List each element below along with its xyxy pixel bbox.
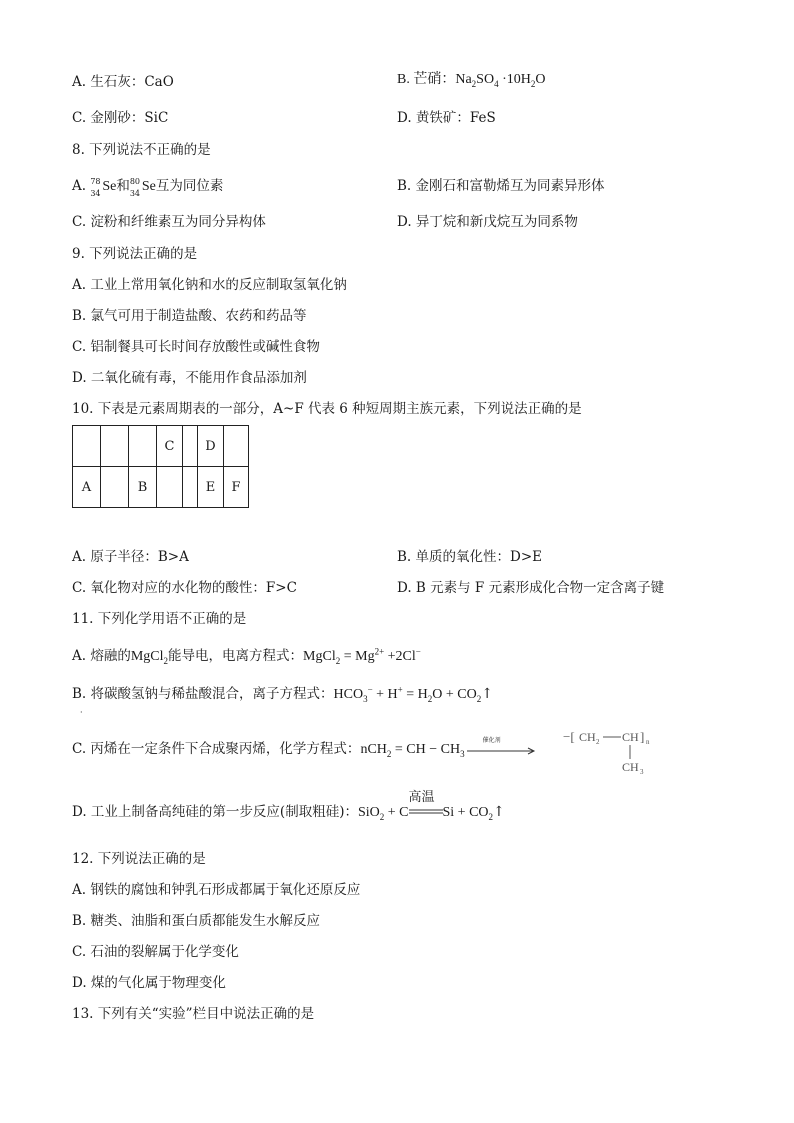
q11-option-b [72, 684, 493, 705]
table-cell [157, 467, 183, 508]
svg-text:]: ] [640, 729, 645, 744]
q7-option-c: C. 金刚砂：SiC [72, 110, 169, 126]
formula-part: ·10H [498, 72, 531, 87]
q10-stem: 10. 下表是元素周期表的一部分，A~F 代表 6 种短周期主族元素，下列说法正确的是 [72, 401, 582, 417]
q10-option-c: C. 氧化物对应的水化物的酸性：F>C [72, 580, 297, 596]
periodic-table-fragment [72, 425, 249, 508]
q11-option-c-text: C. 丙烯在一定条件下合成聚丙烯，化学方程式： [72, 741, 361, 757]
q8-option-a-suffix: 互为同位素 [155, 178, 224, 194]
q12-option-c: C. 石油的裂解属于化学变化 [72, 944, 239, 960]
svg-text:3: 3 [640, 768, 644, 776]
q12-option-b: B. 糖类、油脂和蛋白质都能发生水解反应 [72, 913, 321, 929]
q7-option-b [397, 70, 545, 90]
table-cell [101, 426, 129, 467]
q10-option-b: B. 单质的氧化性：D>E [397, 549, 542, 565]
svg-text:n: n [646, 738, 650, 746]
atomic-number: 34 [90, 189, 101, 198]
q11-option-a-mid: 能导电，电离方程式： [168, 648, 304, 664]
table-cell: A [73, 467, 101, 508]
formula-subscript: 2 [530, 78, 536, 89]
stray-mark: · [80, 708, 83, 717]
element-symbol: Se [141, 179, 156, 194]
ionization-equation: MgCl$_2$ = $Mg^{2+} +2Cl^-$ [303, 646, 421, 666]
polymer-structure-icon [563, 727, 673, 777]
q10-option-a: A. 原子半径：B>A [72, 549, 189, 565]
ionic-equation: $HCO_3^- + H^+ = H_2O + CO_2$ [333, 684, 482, 704]
q12-option-d: D. 煤的气化属于物理变化 [72, 975, 226, 991]
q9-option-b: B. 氯气可用于制造盐酸、农药和药品等 [72, 308, 307, 324]
table-cell: E [198, 467, 224, 508]
isotope-notation [130, 176, 142, 196]
table-cell: D [198, 426, 224, 467]
q11-option-d-text: D. 工业上制备高纯硅的第一步反应(制取粗硅)： [72, 804, 358, 820]
q7-option-d: D. 黄铁矿：FeS [397, 110, 496, 126]
q9-option-c: C. 铝制餐具可长时间存放酸性或碱性食物 [72, 339, 320, 355]
isotope-notation [90, 176, 102, 196]
table-cell [73, 426, 101, 467]
gas-up-arrow-icon: ↑ [481, 686, 493, 702]
svg-text:CH: CH [622, 760, 639, 774]
catalyst-label: 催化剂 [482, 737, 501, 744]
reactants: SiO$_2$ + C [357, 805, 409, 822]
element-symbol: Se [102, 179, 117, 194]
formula-mgcl2: MgCl$_2$ [130, 649, 169, 666]
table-cell [224, 426, 249, 467]
svg-text:CH: CH [622, 730, 639, 744]
formula-part: Na [455, 72, 472, 87]
q11-option-d [72, 790, 505, 823]
svg-text:−[: −[ [563, 729, 575, 744]
atomic-number: 34 [129, 189, 141, 198]
table-cell [101, 467, 129, 508]
mass-number: 78 [90, 177, 101, 186]
table-row [73, 426, 249, 467]
q7-option-b-label: B. 芒硝： [397, 72, 456, 87]
q9-option-a: A. 工业上常用氧化钠和水的反应制取氢氧化钠 [72, 277, 347, 293]
propene-formula: nCH$_2$ = CH − $CH_3$ [360, 742, 465, 759]
q8-stem: 8. 下列说法不正确的是 [72, 142, 211, 158]
q10-option-d: D. B 元素与 F 元素形成化合物一定含离子键 [397, 580, 665, 596]
q11-option-a [72, 646, 421, 667]
svg-text:2: 2 [596, 738, 600, 746]
reaction-condition [408, 790, 443, 822]
q13-stem: 13. 下列有关“实验”栏目中说法正确的是 [72, 1006, 315, 1022]
equals-sign-icon [409, 802, 443, 822]
q7-option-a: A. 生石灰：CaO [72, 74, 174, 90]
table-cell: B [129, 467, 157, 508]
q11-option-a-text: A. 熔融的 [72, 648, 131, 664]
formula-subscript: 2 [471, 78, 477, 89]
q11-option-c [72, 739, 539, 760]
table-cell: C [157, 426, 183, 467]
condition-label: 高温 [408, 790, 435, 805]
polypropylene-structure [563, 727, 673, 777]
gas-up-arrow-icon: ↑ [493, 804, 505, 820]
table-cell: F [224, 467, 249, 508]
connector-text: 和 [116, 178, 130, 194]
svg-text:CH: CH [579, 730, 596, 744]
q9-stem: 9. 下列说法正确的是 [72, 246, 198, 262]
q11-stem: 11. 下列化学用语不正确的是 [72, 611, 247, 627]
formula-part: SO [476, 72, 495, 87]
table-cell [129, 426, 157, 467]
table-row [73, 467, 249, 508]
products: $Si + CO_2$ [442, 805, 494, 822]
q12-stem: 12. 下列说法正确的是 [72, 851, 206, 867]
mass-number: 80 [129, 177, 141, 186]
q8-option-d: D. 异丁烷和新戊烷互为同系物 [397, 214, 578, 230]
q8-option-b: B. 金刚石和富勒烯互为同素异形体 [397, 178, 605, 194]
q8-option-a [72, 176, 223, 197]
q11-option-b-text: B. 将碳酸氢钠与稀盐酸混合，离子方程式： [72, 686, 334, 702]
table-cell [183, 426, 198, 467]
reaction-arrow [465, 739, 539, 759]
formula-part: O [535, 72, 546, 87]
formula-subscript: 4 [494, 78, 499, 89]
q12-option-a: A. 钢铁的腐蚀和钟乳石形成都属于氧化还原反应 [72, 882, 361, 898]
q9-option-d: D. 二氧化硫有毒，不能用作食品添加剂 [72, 370, 307, 386]
q8-option-c: C. 淀粉和纤维素互为同分异构体 [72, 214, 266, 230]
table-cell [183, 467, 198, 508]
q8-option-a-label: A. [72, 178, 91, 194]
right-arrow-icon [465, 739, 539, 759]
